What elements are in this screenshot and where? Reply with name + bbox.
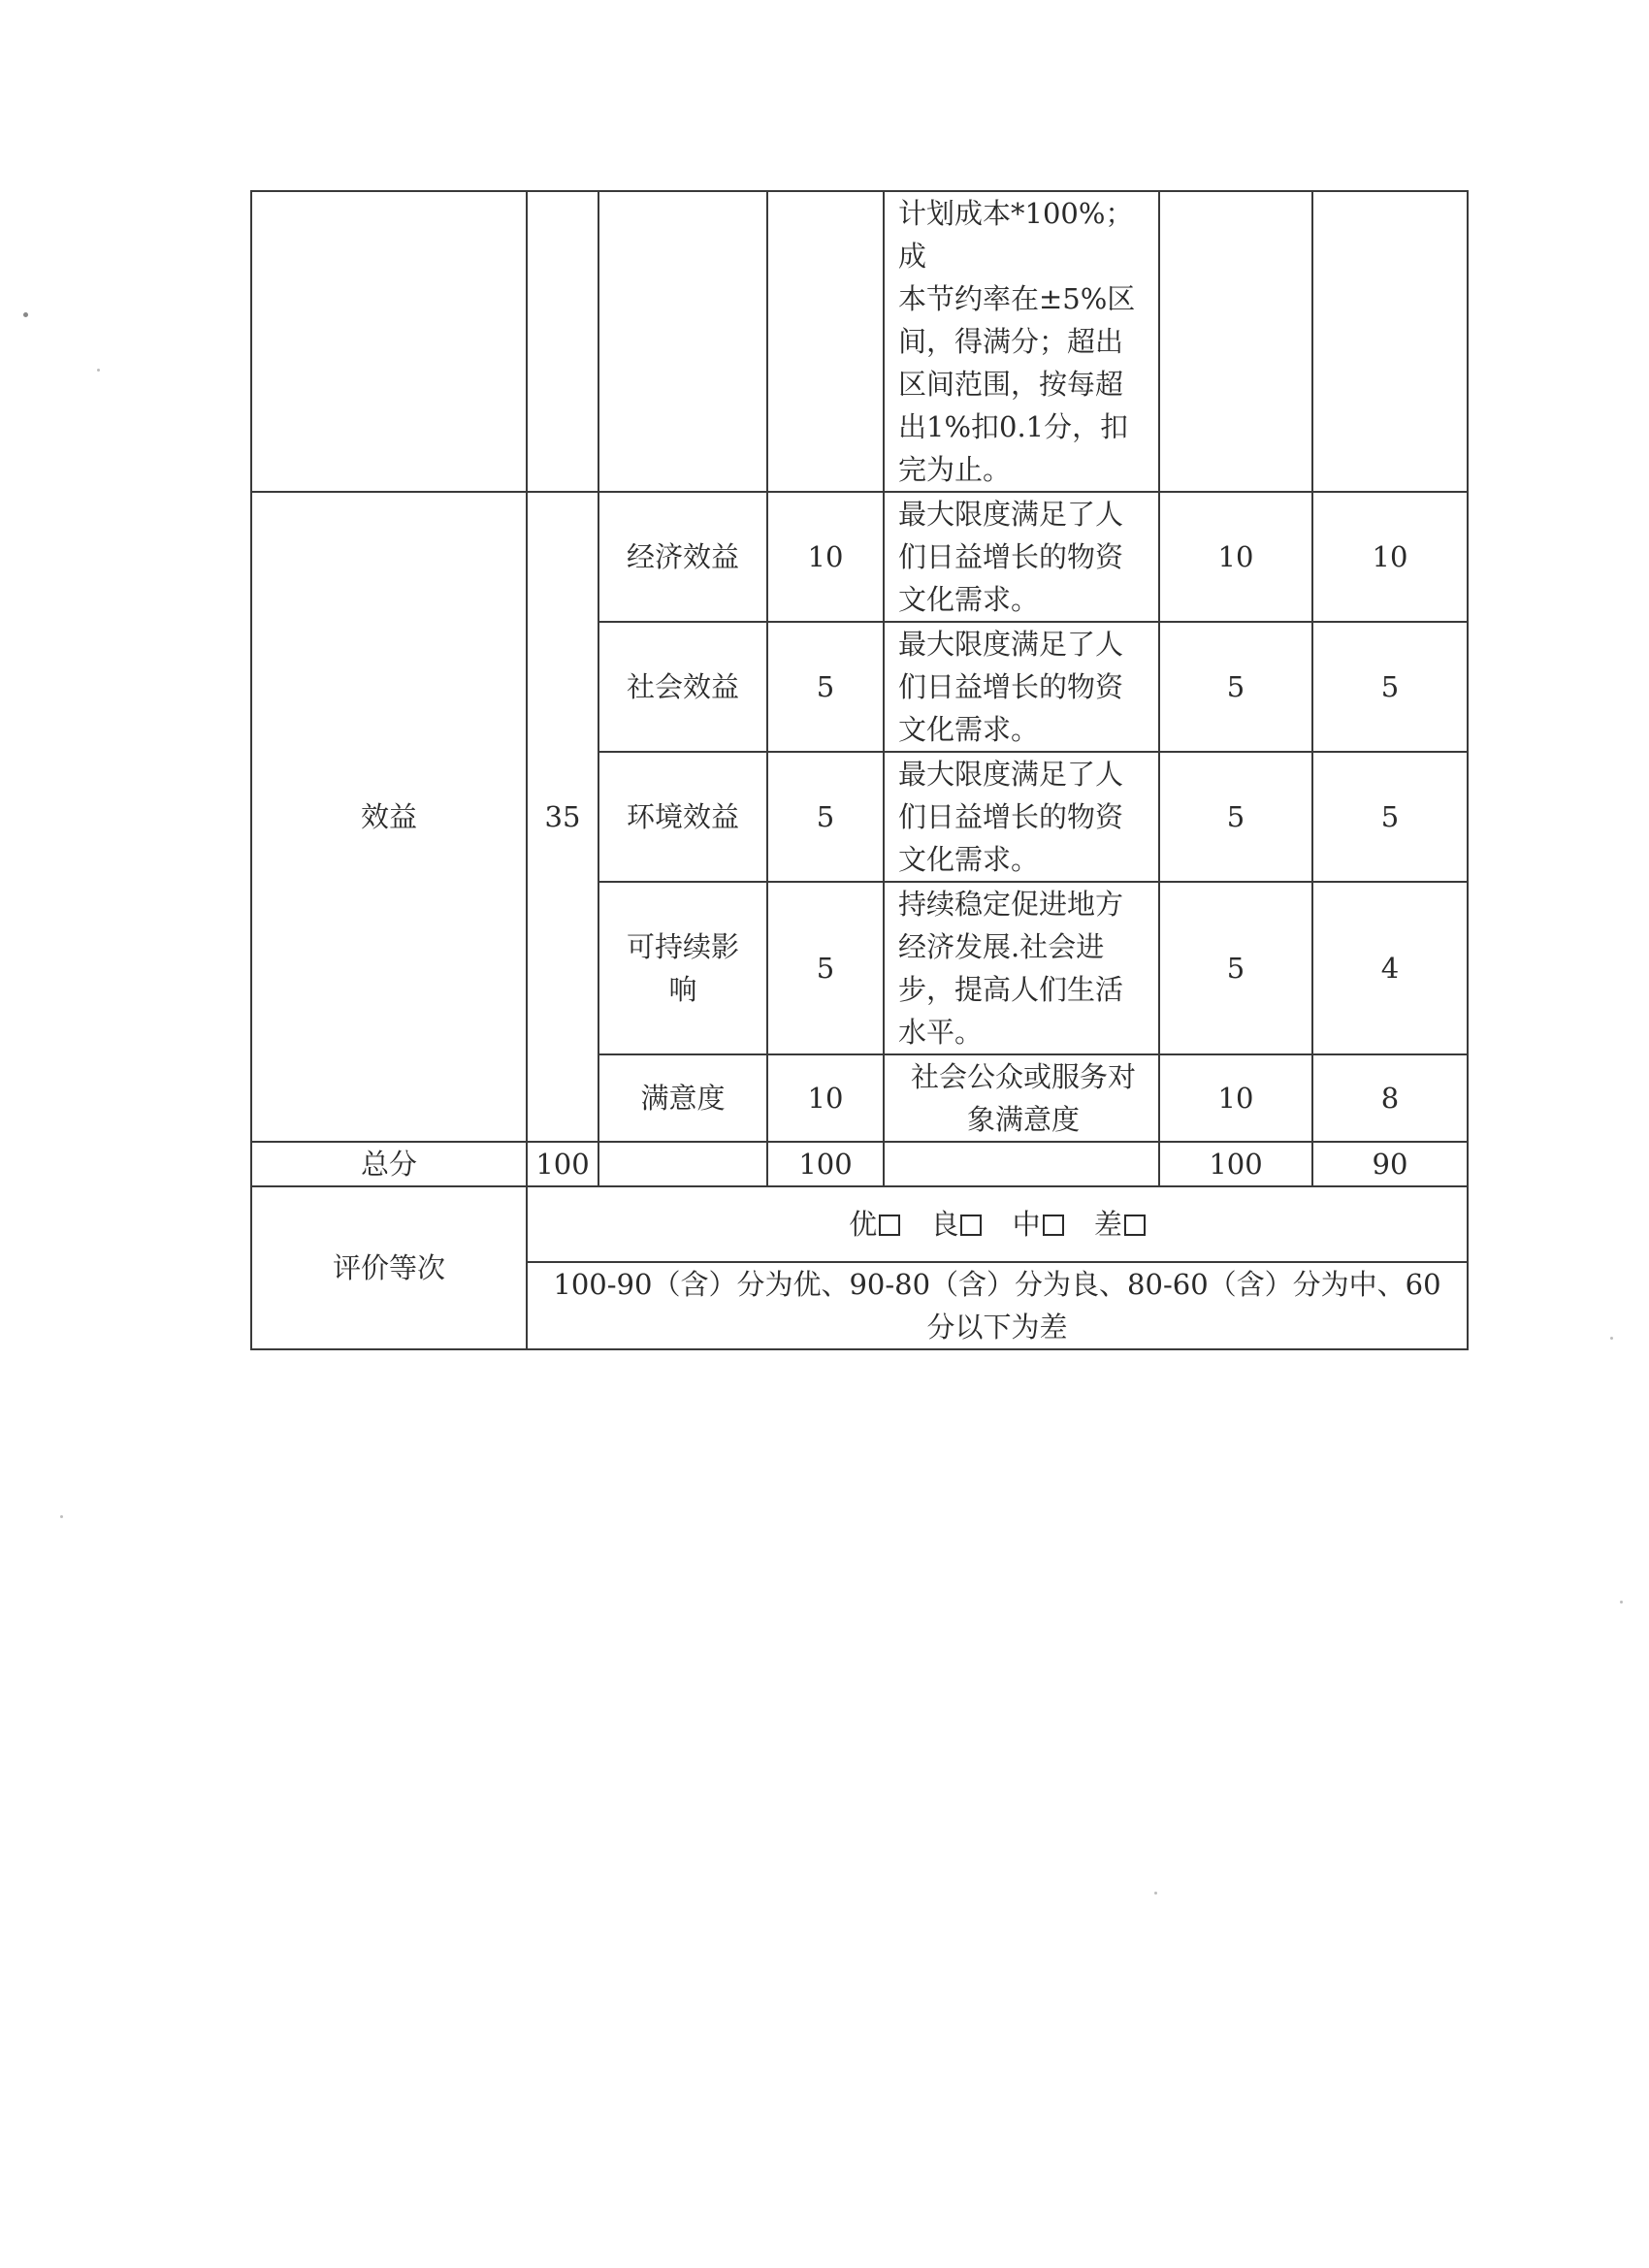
description-line: 社会公众或服务对	[910, 1060, 1136, 1093]
scan-speck	[60, 1515, 63, 1518]
description-line: 们日益增长的物资	[898, 540, 1124, 573]
scan-speck	[1610, 1337, 1613, 1340]
description-line: 经济发展.社会进	[898, 930, 1105, 963]
item-description	[884, 622, 1159, 752]
scan-speck	[23, 312, 28, 317]
description-line: 间，得满分；超出	[898, 325, 1124, 358]
total-final-score: 90	[1312, 1142, 1468, 1186]
grade-options-row	[251, 1186, 1468, 1262]
scan-speck	[1154, 1892, 1157, 1895]
item-name-cell	[598, 622, 767, 752]
description-line: 最大限度满足了人	[898, 758, 1124, 791]
description-line: 计划成本*100%；成	[898, 197, 1134, 273]
total-row	[251, 1142, 1468, 1186]
item-name-line: 响	[668, 973, 697, 1006]
item-name-cell-empty	[598, 191, 767, 492]
description-line: 出1%扣0.1分，扣	[898, 410, 1129, 443]
item-description	[884, 492, 1159, 622]
total-item-name-empty	[598, 1142, 767, 1186]
description-line: 最大限度满足了人	[898, 498, 1124, 531]
description-line: 完为止。	[898, 453, 1012, 486]
category-cell-empty	[251, 191, 527, 492]
description-line: 们日益增长的物资	[898, 670, 1124, 703]
final-score-cell-empty	[1312, 191, 1468, 492]
description-line: 持续稳定促进地方	[898, 888, 1124, 921]
final-score-cell: 5	[1312, 752, 1468, 882]
item-name-cell	[598, 492, 767, 622]
item-score-cell: 10	[767, 1054, 884, 1142]
description-line: 水平。	[898, 1016, 984, 1049]
description-line: 本节约率在±5%区	[898, 282, 1136, 315]
grade-label: 评价等次	[251, 1186, 527, 1349]
item-name-line: 社会效益	[626, 670, 739, 703]
final-score-cell: 5	[1312, 622, 1468, 752]
description-line: 象满意度	[966, 1103, 1080, 1136]
final-score-cell: 10	[1312, 492, 1468, 622]
description-line: 文化需求。	[898, 713, 1040, 746]
item-description	[884, 752, 1159, 882]
grade-option-excellent[interactable]: 优	[849, 1203, 922, 1246]
grade-options-cell	[527, 1186, 1468, 1262]
total-self-score: 100	[1159, 1142, 1312, 1186]
final-score-cell: 8	[1312, 1054, 1468, 1142]
checkbox-icon	[879, 1215, 900, 1236]
criteria-line: 100-90（含）分为优、90-80（含）分为良、80-60（含）分为中、60	[553, 1268, 1441, 1301]
total-label: 总分	[251, 1142, 527, 1186]
checkbox-icon	[960, 1215, 982, 1236]
item-score-cell: 5	[767, 752, 884, 882]
category-cell: 效益	[251, 492, 527, 1142]
grade-option-medium[interactable]: 中	[1013, 1203, 1085, 1246]
final-score-cell: 4	[1312, 882, 1468, 1054]
checkbox-icon	[1124, 1215, 1146, 1236]
evaluation-table	[250, 190, 1469, 1350]
description-line: 们日益增长的物资	[898, 800, 1124, 833]
self-score-cell: 5	[1159, 622, 1312, 752]
table-row	[251, 492, 1468, 622]
continued-row	[251, 191, 1468, 492]
scan-speck	[1620, 1601, 1623, 1604]
self-score-cell-empty	[1159, 191, 1312, 492]
description-line: 步，提高人们生活	[898, 973, 1124, 1006]
self-score-cell: 10	[1159, 1054, 1312, 1142]
description-line: 文化需求。	[898, 583, 1040, 616]
item-name-line: 满意度	[640, 1082, 726, 1115]
item-description	[884, 882, 1159, 1054]
grade-option-poor[interactable]: 差	[1094, 1203, 1146, 1246]
self-score-cell: 5	[1159, 752, 1312, 882]
description-line: 最大限度满足了人	[898, 628, 1124, 661]
item-score-cell: 5	[767, 882, 884, 1054]
self-score-cell: 5	[1159, 882, 1312, 1054]
item-name-line: 可持续影	[626, 930, 739, 963]
scan-speck	[97, 369, 100, 372]
item-name-cell	[598, 752, 767, 882]
description-line: 区间范围，按每超	[898, 368, 1124, 401]
checkbox-icon	[1043, 1215, 1064, 1236]
category-score-cell: 35	[527, 492, 598, 1142]
item-name-cell	[598, 882, 767, 1054]
description-line: 文化需求。	[898, 843, 1040, 876]
item-score-cell: 10	[767, 492, 884, 622]
item-name-line: 经济效益	[626, 540, 739, 573]
criteria-line: 分以下为差	[926, 1311, 1068, 1344]
self-score-cell: 10	[1159, 492, 1312, 622]
grade-criteria-cell	[527, 1262, 1468, 1349]
item-score-cell: 5	[767, 622, 884, 752]
grade-option-good[interactable]: 良	[930, 1203, 1003, 1246]
item-score-cell-empty	[767, 191, 884, 492]
item-description	[884, 191, 1159, 492]
total-category-score: 100	[527, 1142, 598, 1186]
total-description-empty	[884, 1142, 1159, 1186]
total-item-score: 100	[767, 1142, 884, 1186]
item-description	[884, 1054, 1159, 1142]
category-score-cell-empty	[527, 191, 598, 492]
item-name-line: 环境效益	[626, 800, 739, 833]
item-name-cell	[598, 1054, 767, 1142]
